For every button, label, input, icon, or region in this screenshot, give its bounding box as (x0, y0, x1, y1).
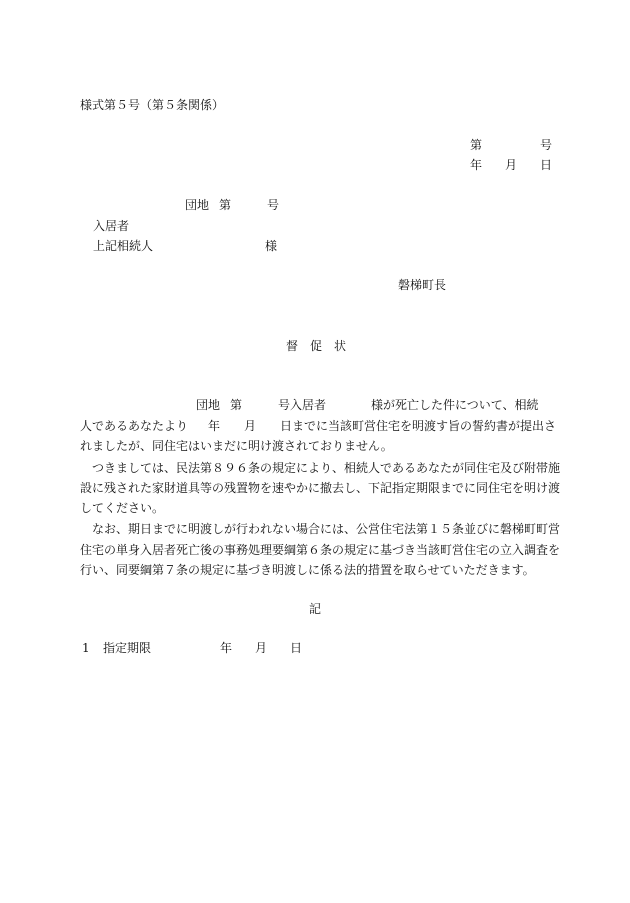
document-title: 督 促 状 (286, 339, 347, 353)
p3-line3: 行い、同要綱第７条の規定に基づき明渡しに係る法的措置を取らせていただきます。 (80, 563, 535, 577)
p1-go-resident: 号入居者 (278, 398, 327, 412)
p1-year: 年 (208, 419, 221, 433)
p1-danchi: 団地 (196, 398, 221, 412)
p2-line2: 設に残された家財道具等の残置物を速やかに撤去し、下記指定期限までに同住宅を明け渡 (80, 481, 561, 495)
resident-label: 入居者 (93, 219, 130, 233)
p1-heir-text: 人であるあなたより (80, 419, 189, 433)
doc-number-suffix: 号 (540, 138, 553, 152)
recipient-sama: 様 (265, 239, 278, 253)
date-month: 月 (505, 158, 518, 172)
recipient-dai: 第 (219, 198, 232, 212)
p1-month: 月 (244, 419, 257, 433)
deadline-month: 月 (255, 641, 268, 655)
deadline-year: 年 (220, 641, 233, 655)
recipient-danchi: 団地 (185, 198, 210, 212)
p3-line1: なお、期日までに明渡しが行われない場合には、公営住宅法第１５条並びに磐梯町町営 (92, 522, 561, 536)
ki-heading: 記 (309, 602, 322, 616)
form-label: 様式第５号（第５条関係） (80, 98, 225, 112)
recipient-go: 号 (267, 198, 280, 212)
p2-line3: してください。 (80, 501, 165, 515)
sender-title: 磐梯町長 (398, 278, 447, 292)
p1-day-text: 日までに当該町営住宅を明渡す旨の誓約書が提出さ (280, 419, 557, 433)
p2-line1: つきましては、民法第８９６条の規定により、相続人であるあなたが同住宅及び附帯施 (92, 461, 561, 475)
date-day: 日 (540, 158, 553, 172)
doc-number-prefix: 第 (470, 138, 483, 152)
p3-line2: 住宅の単身入居者死亡後の事務処理要綱第６条の規定に基づき当該町営住宅の立入調査を (80, 543, 561, 557)
deadline-label: 指定期限 (103, 641, 152, 655)
deadline-number: 1 (82, 641, 90, 655)
deadline-day: 日 (290, 641, 303, 655)
p1-line3: れましたが、同住宅はいまだに明け渡されておりません。 (80, 439, 393, 453)
p1-dai: 第 (230, 398, 243, 412)
p1-sama-deceased: 様が死亡した件について、相続 (371, 398, 539, 412)
date-year: 年 (470, 158, 483, 172)
heir-label: 上記相続人 (93, 239, 154, 253)
